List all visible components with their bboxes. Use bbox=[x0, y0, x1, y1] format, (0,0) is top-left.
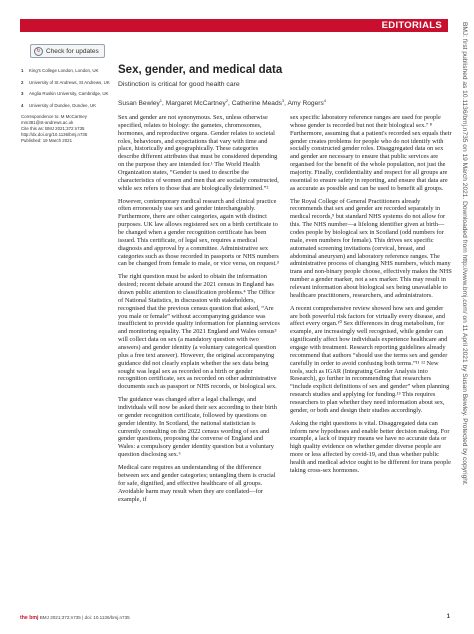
body-paragraph: However, contemporary medical research and clinical practice often erroneously use sex and gender interchangeably. Furthermore, there are other categories, again with distinct purposes. UK law allows registered sex on a birth certificate to be changed when a gender recognition certificate has been issued. This certificate, of legal sex, requires a medical diagnosis and approval by a committee. Administrative sex categories such as those recorded in passports or NHS numbers can be changed from female to male, or vice versa, on request.³ bbox=[118, 197, 279, 268]
footer-citation: the bmj BMJ 2021;372:n735 | doi: 10.1136/bmj.n735 bbox=[20, 615, 130, 621]
refresh-icon: ↻ bbox=[34, 47, 43, 56]
body-paragraph: sex specific laboratory reference ranges are used for people whose gender is recorded but not their biological sex.⁷ ⁸ Furthermore, assuming that a patient's recorded sex equals their gender creates problems for people who do not identify with socially constructed gender roles. Disaggregated data on sex and gender are necessary to ensure that public services are organised for the benefit of the whole population, not just the majority. Finally, confidentiality and respect for all groups are essential to ensure safety in reporting, and ensure that data are as accurate as possible and can be used to benefit all groups. bbox=[290, 114, 452, 192]
published-date: Published: 19 March 2021 bbox=[21, 138, 73, 144]
side-note-text: BMJ: first published as 10.1136/bmj.n735 on 19 March 2021. Downloaded from http://www.bmj.com/ on 11 April 2021 by Susan Bewley. Protected by copyright. bbox=[461, 22, 468, 486]
body-paragraph: The right question must be asked to obtain the information desired; recent debate around the 2021 census in England has drawn public attention to classification problems.⁴ The Office of National Statistics, in discussion with stakeholders, recognised that the previous census question that asked, “Are you male or female” without accompanying guidance was insufficient to provide quality information for planning services and monitoring equality. The 2021 England and Wales census⁵ will collect data on sex (a mandatory question with two answers) and gender identity (a voluntary categorical question plus a free text answer). However, the original accompanying guidance did not clearly explain whether the sex data being sought was legal sex as recorded on a birth or gender recognition certificate, sex as recorded on other administrative documents such as passport or NHS records, or biological sex. bbox=[118, 273, 280, 391]
page-number: 1 bbox=[446, 614, 450, 620]
affiliation-item: 3 Anglia Ruskin University, Cambridge, UK bbox=[21, 91, 109, 97]
author-name: Catherine Meads bbox=[231, 100, 282, 108]
body-column-left bbox=[118, 114, 280, 604]
check-for-updates-label: Check for updates bbox=[46, 47, 99, 55]
correspondence-email[interactable]: mm381@st-andrews.ac.uk bbox=[21, 120, 74, 126]
affiliation-item: 1 King's College London, London, UK bbox=[21, 68, 99, 73]
body-column-right bbox=[290, 114, 452, 604]
body-paragraph: The guidance was changed after a legal challenge, and individuals will now be asked their sex according to their birth or gender recognition certificate, followed by questions on gender identity. In Scotland, the national statistician is currently consulting on the 2022 census wording of sex and gender questions, proposing the converse of England and Wales: a compulsory gender identity question but a voluntary question disclosing sex.⁶ bbox=[118, 396, 277, 459]
section-label: EDITORIALS bbox=[381, 20, 442, 31]
correspondence-block bbox=[21, 114, 116, 144]
section-banner bbox=[20, 19, 448, 32]
affiliations-sidebar bbox=[21, 68, 116, 144]
affiliation-item: 2 University of St Andrews, St Andrews, UK bbox=[21, 79, 110, 85]
body-paragraph: Sex and gender are not synonymous. Sex, unless otherwise specified, relates to biology: the gametes, chromosomes, hormones, and reproductive organs. Gender relates to societal roles, behaviours, and expectations that vary with time and place, historically and geographically. These categories describe different attributes that must be considered depending on the purpose they are intended for.¹ The World Health Organization states, “Gender is used to describe the characteristics of women and men that are socially constructed, while sex refers to those that are biologically determined.”² bbox=[118, 114, 279, 192]
author-name: Susan Bewley bbox=[118, 100, 160, 108]
body-paragraph: Asking the right questions is vital. Disaggregated data can inform new hypotheses and enable better decision making. For example, a lack of inquiry means we have no accurate data or high quality evidence on whether gender diverse people are more or less affected by covid-19, and thus whether public health and medical advice ought to be different for trans people taking cross-sex hormones. bbox=[290, 419, 451, 474]
citation-line: Cite this as: BMJ 2021;372:n735 bbox=[21, 126, 85, 132]
doi-link[interactable]: http://dx.doi.org/10.1136/bmj.n735 bbox=[21, 132, 88, 138]
author-name: Amy Rogers bbox=[287, 100, 324, 108]
page-footer bbox=[20, 613, 450, 623]
author-name: Margaret McCartney bbox=[165, 100, 226, 108]
article-subtitle: Distinction is critical for good health care bbox=[118, 81, 240, 88]
article-title: Sex, gender, and medical data bbox=[118, 64, 283, 76]
correspondence-name: Correspondence to: M McCartney bbox=[21, 114, 87, 120]
check-for-updates-button[interactable] bbox=[30, 44, 105, 58]
affiliation-item: 4 University of Dundee, Dundee, UK bbox=[21, 102, 97, 108]
body-paragraph: Medical care requires an understanding of the difference between sex and gender categories; untangling them is crucial for safe, dignified, and effective healthcare of all groups. Avoidable harm may result when they are conflated—for example, if bbox=[118, 464, 276, 503]
body-paragraph: The Royal College of General Practitioners already recommends that sex and gender are recorded separately in medical records,⁹ but standard NHS systems do not allow for this. The NHS number—a lifelong identifier given at birth—codes people by biological sex in Scotland (odd numbers for male, even numbers for female). This drives sex specific automated screening invitations (cervical, breast, and abdominal aneurysm) and laboratory reference ranges. The administrative process of changing NHS numbers, which many trans and non-binary people choose, effectively makes the NHS number a gender marker, not a sex marker. This may result in relevant information about biological sex being unavailable to healthcare practitioners, researchers, and administrators. bbox=[290, 197, 452, 299]
journal-logo: the bmj bbox=[20, 615, 39, 621]
body-paragraph: A recent comprehensive review showed how sex and gender are both powerful risk factors for virtually every disease, and affect every organ.¹⁰ Sex differences in drug metabolism, for example, are increasingly well recognised, while gender can significantly affect how individuals experience healthcare and engage with treatment. Research reporting guidelines already recommend that authors “should use the terms sex and gender carefully in order to avoid confusing both terms.”¹¹ ¹² New tools, such as IGAR (Integrating Gender Analysis into Research), go further in recommending that researchers “include explicit definitions of sex and gender” when planning research studies and applying for funding.¹³ This requires researchers to plan whether they need information about sex, gender, or both and design their studies accordingly. bbox=[290, 304, 450, 414]
author-list: Susan Bewley$^1$, Margaret McCartney$^2$, Catherine Meads$^3$, Amy Rogers$^4$ bbox=[118, 98, 326, 108]
copyright-side-note bbox=[461, 22, 472, 612]
